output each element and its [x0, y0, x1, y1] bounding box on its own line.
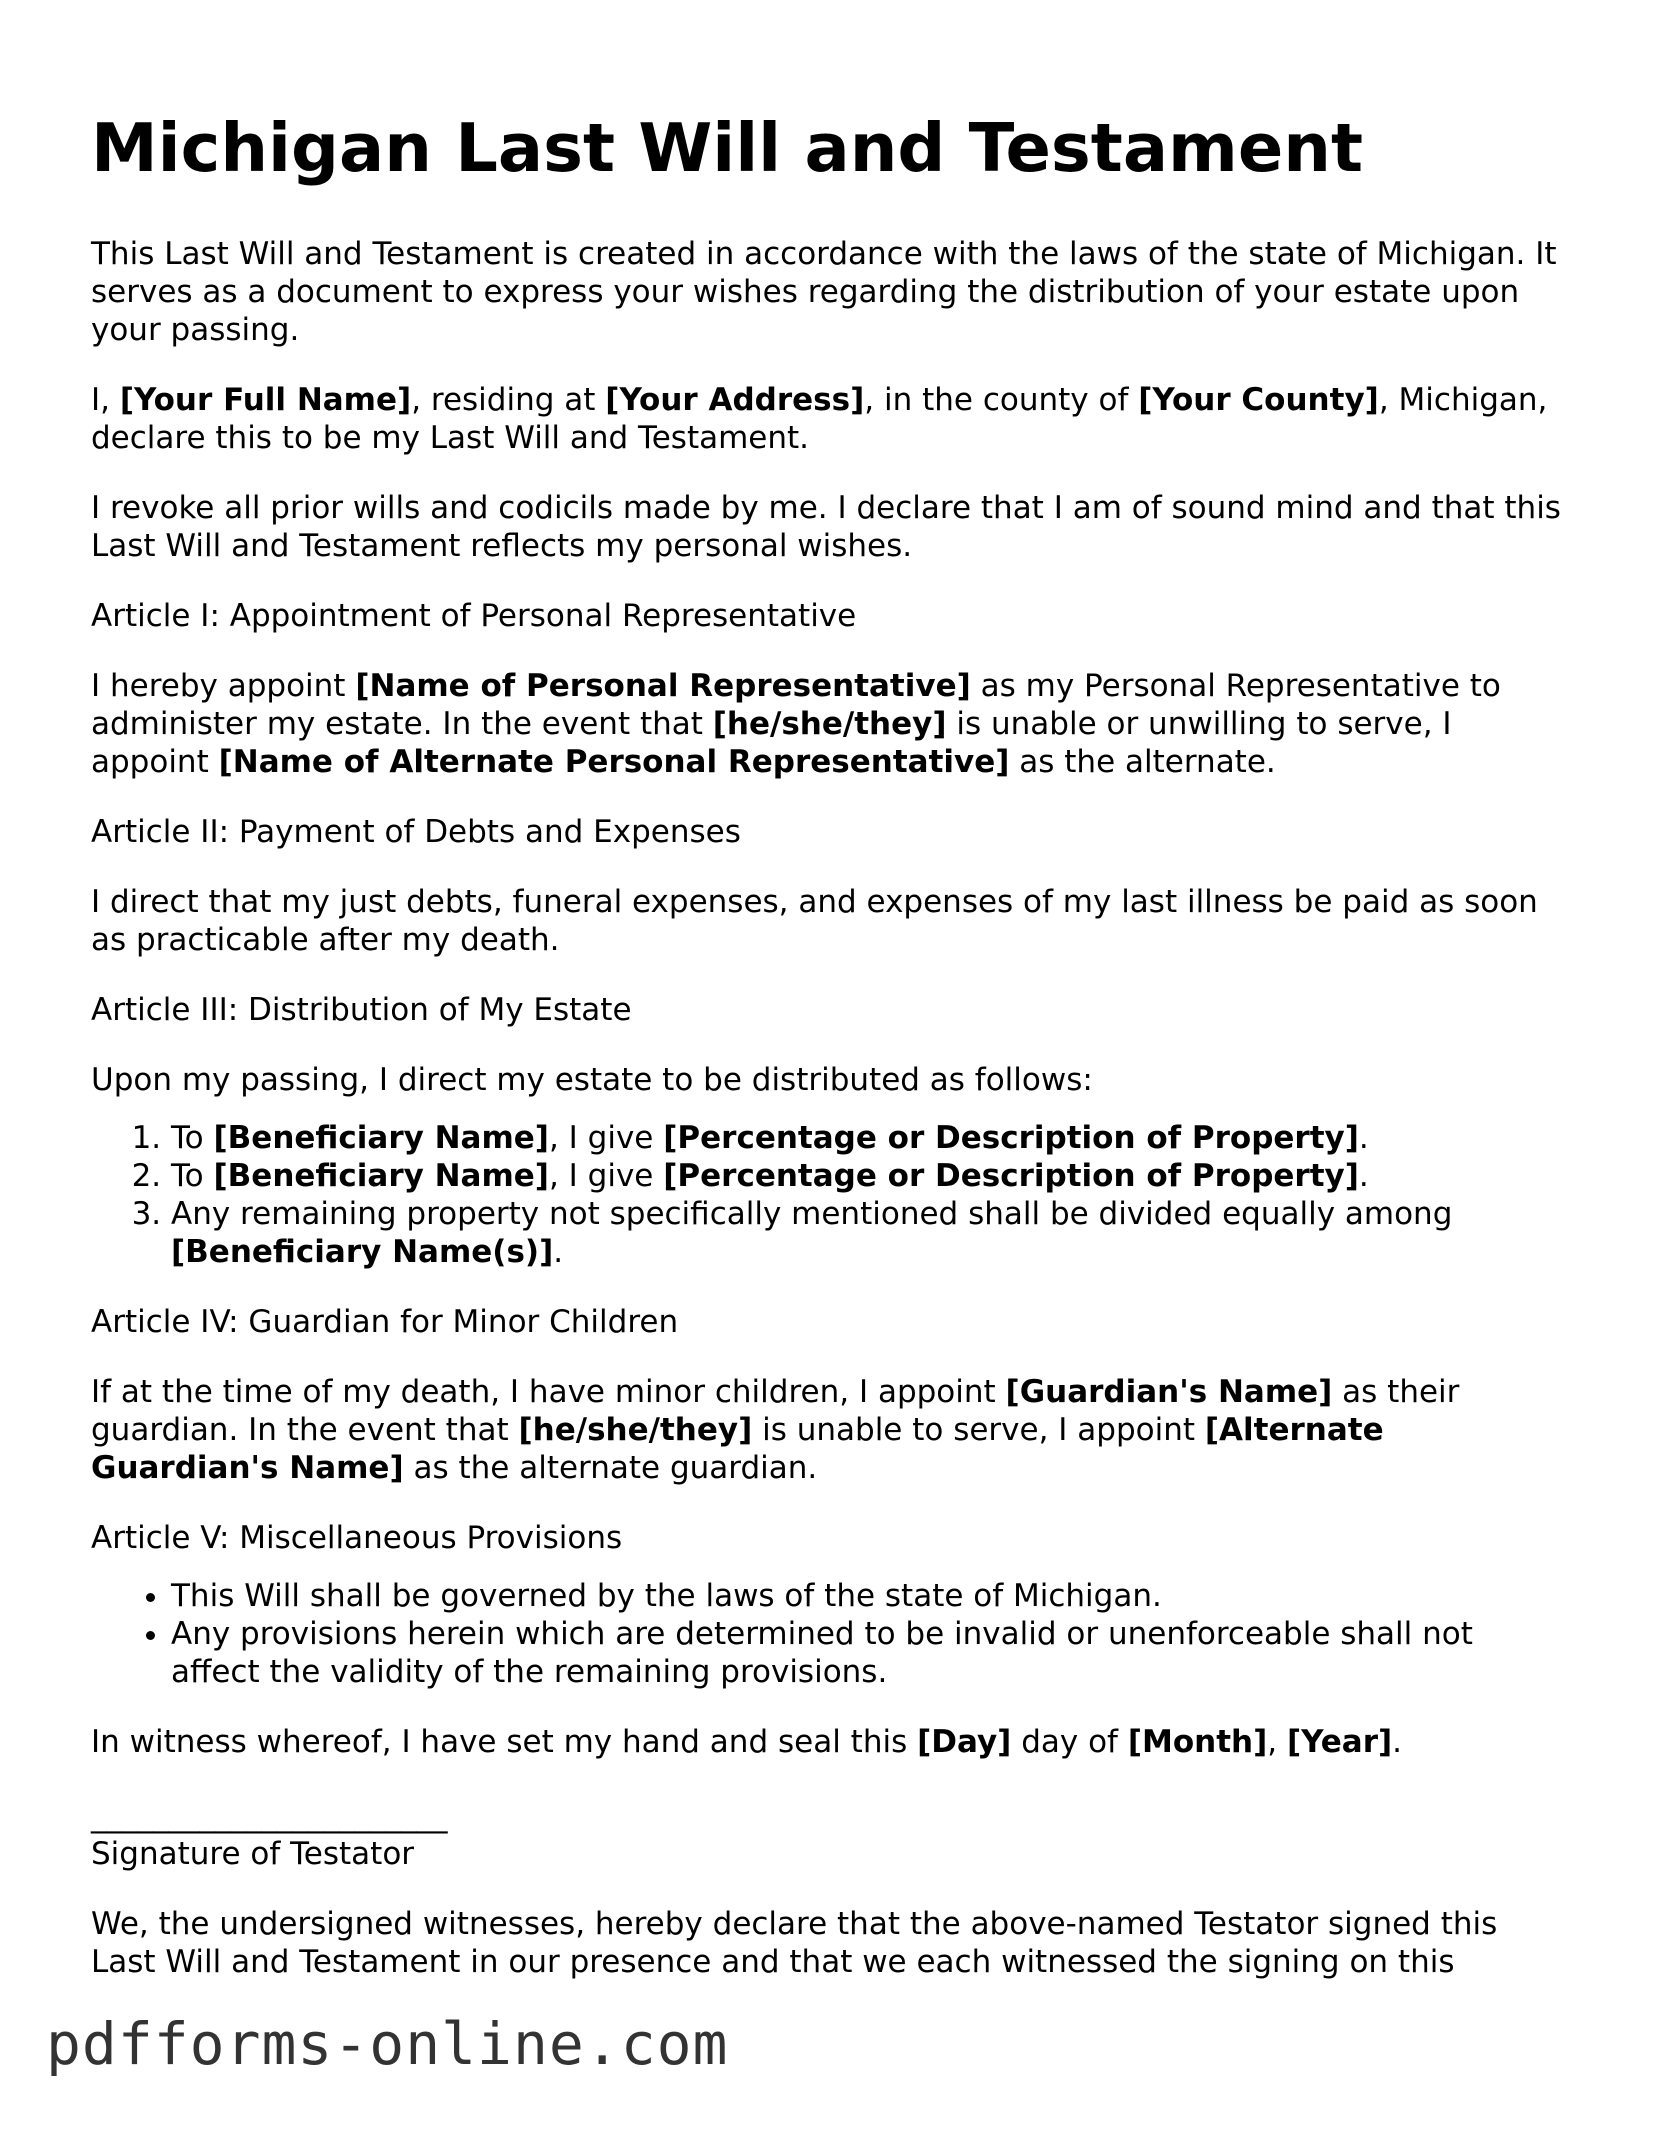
guardian-placeholder: [Guardian's Name]: [1005, 1374, 1333, 1411]
article-4-heading: Article IV: Guardian for Minor Children: [91, 1304, 679, 1341]
day-placeholder: [Day]: [917, 1724, 1012, 1761]
month-placeholder: [Month]: [1127, 1724, 1268, 1761]
revocation-paragraph: I revoke all prior wills and codicils made by me. I declare that I am of sound mind and that this Last Will and Testament reflects my personal wishes.: [91, 490, 1561, 565]
intro-paragraph: This Last Will and Testament is created in accordance with the laws of the state of Michigan. It serves as a document to express your wishes regarding the distribution of your estate upon your passing.: [91, 236, 1557, 349]
full-name-placeholder: [Your Full Name]: [119, 382, 412, 419]
article-2-text: I direct that my just debts, funeral expenses, and expenses of my last illness be paid as soon as practicable after my death.: [91, 884, 1538, 959]
article-3-heading: Article III: Distribution of My Estate: [91, 992, 632, 1029]
article-2-heading: Article II: Payment of Debts and Expenses: [91, 814, 741, 851]
witnesses-paragraph: We, the undersigned witnesses, hereby declare that the above-named Testator signed this Last Will and Testament in our presence and that we each witnessed the signing on this: [91, 1906, 1498, 1981]
pronoun-placeholder: [he/she/they]: [518, 1412, 753, 1449]
page-title: Michigan Last Will and Testament: [91, 109, 1364, 187]
distribution-list: [91, 1119, 1571, 1271]
declaration-paragraph: I, [Your Full Name], residing at [Your Address], in the county of [Your County], Michigan, declare this to be my Last Will and Testament.: [91, 382, 1548, 457]
article-1-heading: Article I: Appointment of Personal Representative: [91, 598, 857, 635]
beneficiaries-placeholder: [Beneficiary Name(s)]: [171, 1234, 554, 1271]
list-item: 2. To [Beneficiary Name], I give [Percentage or Description of Property].: [171, 1157, 1571, 1195]
county-placeholder: [Your County]: [1138, 382, 1379, 419]
alternate-guardian-placeholder: [Alternate Guardian's Name]: [91, 1412, 1384, 1487]
article-4-text: If at the time of my death, I have minor children, I appoint [Guardian's Name] as their guardian. In the event that [he/she/they] is unable to serve, I appoint [Alternate Guardian's Name] as the alternate guardian.: [91, 1374, 1460, 1487]
signature-label: Signature of Testator: [91, 1836, 415, 1873]
list-item: 1. To [Beneficiary Name], I give [Percentage or Description of Property].: [171, 1119, 1571, 1157]
signature-line: _______________________: [91, 1798, 448, 1835]
document-page: [91, 110, 1571, 2013]
year-placeholder: [Year]: [1286, 1724, 1393, 1761]
article-5-heading: Article V: Miscellaneous Provisions: [91, 1520, 623, 1557]
witness-clause: In witness whereof, I have set my hand and seal this [Day] day of [Month], [Year].: [91, 1724, 1403, 1761]
article-3-text: Upon my passing, I direct my estate to be distributed as follows:: [91, 1062, 1093, 1099]
list-item: • This Will shall be governed by the laws of the state of Michigan.: [171, 1577, 1571, 1615]
property-placeholder: [Percentage or Description of Property]: [663, 1120, 1359, 1157]
address-placeholder: [Your Address]: [605, 382, 865, 419]
watermark: pdfforms-online.com: [46, 2010, 729, 2078]
list-item: • Any provisions herein which are determined to be invalid or unenforceable shall not affect the validity of the remaining provisions.: [171, 1615, 1571, 1691]
property-placeholder: [Percentage or Description of Property]: [663, 1158, 1359, 1195]
representative-placeholder: [Name of Personal Representative]: [355, 668, 971, 705]
beneficiary-placeholder: [Beneficiary Name]: [213, 1120, 549, 1157]
pronoun-placeholder: [he/she/they]: [712, 706, 947, 743]
beneficiary-placeholder: [Beneficiary Name]: [213, 1158, 549, 1195]
article-1-text: I hereby appoint [Name of Personal Representative] as my Personal Representative to administer my estate. In the event that [he/she/they] is unable or unwilling to serve, I appoint [Name of Alternate Personal Representative] as the alternate.: [91, 668, 1501, 781]
list-item: 3. Any remaining property not specifically mentioned shall be divided equally among [Beneficiary Name(s)].: [171, 1195, 1571, 1271]
testator-signature-block: [91, 1797, 1571, 1873]
alternate-representative-placeholder: [Name of Alternate Personal Representative]: [218, 744, 1010, 781]
provisions-list: [91, 1577, 1571, 1691]
